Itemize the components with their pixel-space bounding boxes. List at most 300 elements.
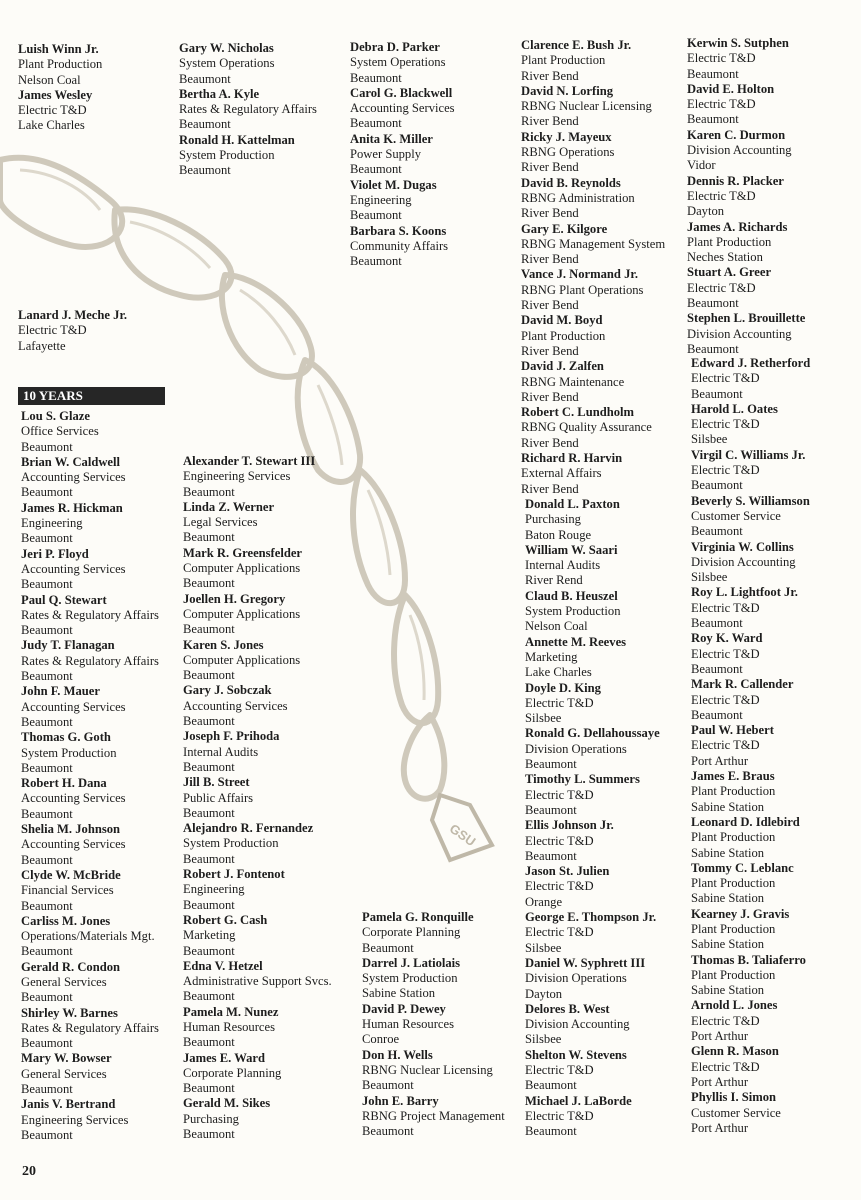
employee-location: Silsbee bbox=[525, 1032, 562, 1047]
employee-name: James R. Hickman bbox=[21, 500, 123, 515]
employee-department: Plant Production bbox=[691, 876, 776, 891]
employee-name: Brian W. Caldwell bbox=[21, 454, 121, 469]
employee-department: Electric T&D bbox=[687, 97, 756, 112]
employee-entry bbox=[691, 998, 810, 1044]
employee-entry bbox=[21, 730, 159, 776]
employee-entry bbox=[687, 82, 805, 128]
employee-entry bbox=[183, 959, 332, 1005]
employee-location: Beaumont bbox=[183, 805, 235, 820]
employee-name: Robert J. Fontenot bbox=[183, 867, 285, 882]
employee-department: Division Accounting bbox=[691, 554, 796, 569]
employee-entry bbox=[21, 776, 159, 822]
employee-name: David M. Boyd bbox=[521, 313, 603, 328]
employee-name: James E. Braus bbox=[691, 769, 775, 784]
employee-department: Electric T&D bbox=[691, 371, 760, 386]
employee-name: Ronald H. Kattelman bbox=[179, 132, 295, 147]
employee-entry bbox=[687, 311, 805, 357]
employee-entry bbox=[691, 723, 810, 769]
employee-entry bbox=[183, 1051, 332, 1097]
bracelet-link-inner bbox=[240, 290, 295, 355]
employee-name: Kearney J. Gravis bbox=[691, 906, 790, 921]
employee-department: Accounting Services bbox=[183, 698, 288, 713]
employee-department: Division Operations bbox=[525, 741, 627, 756]
employee-entry bbox=[350, 224, 455, 270]
employee-department: Operations/Materials Mgt. bbox=[21, 929, 155, 944]
employee-entry bbox=[525, 956, 660, 1002]
employee-entry bbox=[691, 585, 810, 631]
employee-entry bbox=[691, 1090, 810, 1136]
employee-entry bbox=[525, 818, 660, 864]
employee-department: Public Affairs bbox=[183, 790, 254, 805]
employee-entry bbox=[687, 265, 805, 311]
column-2-bottom bbox=[183, 454, 332, 1142]
employee-name: William W. Saari bbox=[525, 542, 618, 557]
employee-department: Accounting Services bbox=[21, 699, 126, 714]
employee-entry bbox=[525, 1048, 660, 1094]
employee-name: Jeri P. Floyd bbox=[21, 546, 89, 561]
employee-entry bbox=[362, 910, 505, 956]
employee-entry bbox=[362, 1094, 505, 1140]
employee-department: RBNG Nuclear Licensing bbox=[362, 1062, 493, 1077]
employee-name: Robert G. Cash bbox=[183, 912, 268, 927]
employee-entry bbox=[525, 1094, 660, 1140]
employee-name: Roy K. Ward bbox=[691, 631, 763, 646]
employee-location: Sabine Station bbox=[362, 986, 436, 1001]
employee-entry bbox=[687, 220, 805, 266]
employee-entry bbox=[691, 448, 810, 494]
employee-location: Beaumont bbox=[183, 943, 235, 958]
employee-location: Beaumont bbox=[525, 848, 577, 863]
employee-location: Beaumont bbox=[350, 254, 402, 269]
column-1-10-years bbox=[21, 409, 159, 1143]
employee-location: Beaumont bbox=[21, 623, 73, 638]
employee-location: Beaumont bbox=[183, 759, 235, 774]
employee-department: Internal Audits bbox=[525, 558, 601, 573]
employee-location: Port Arthur bbox=[691, 1074, 749, 1089]
employee-entry bbox=[691, 677, 810, 723]
employee-entry bbox=[521, 84, 665, 130]
employee-department: Plant Production bbox=[687, 234, 772, 249]
employee-location: Beaumont bbox=[21, 944, 73, 959]
employee-entry bbox=[691, 815, 810, 861]
employee-name: Pamela G. Ronquille bbox=[362, 910, 474, 924]
employee-department: Electric T&D bbox=[691, 600, 760, 615]
employee-entry bbox=[183, 500, 332, 546]
employee-name: Daniel W. Syphrett III bbox=[525, 955, 646, 970]
employee-entry bbox=[525, 589, 660, 635]
employee-name: David E. Holton bbox=[687, 81, 775, 96]
employee-location: Baton Rouge bbox=[525, 527, 592, 542]
employee-department: Electric T&D bbox=[525, 833, 594, 848]
employee-entry bbox=[521, 222, 665, 268]
column-5-bottom bbox=[691, 356, 810, 1136]
employee-department: Purchasing bbox=[525, 512, 581, 527]
employee-entry bbox=[21, 409, 159, 455]
employee-department: System Production bbox=[525, 604, 621, 619]
employee-department: Electric T&D bbox=[525, 1062, 594, 1077]
employee-entry bbox=[350, 40, 455, 86]
employee-entry bbox=[183, 1005, 332, 1051]
employee-entry bbox=[525, 681, 660, 727]
employee-entry bbox=[521, 405, 665, 451]
section-header-10-years: 10 YEARS bbox=[18, 387, 165, 405]
employee-location: Orange bbox=[525, 894, 563, 909]
employee-entry bbox=[691, 861, 810, 907]
employee-location: Sabine Station bbox=[691, 937, 765, 952]
employee-name: John E. Barry bbox=[362, 1093, 439, 1108]
employee-name: David P. Dewey bbox=[362, 1001, 446, 1016]
column-3-top bbox=[350, 40, 455, 269]
employee-location: Nelson Coal bbox=[525, 619, 588, 634]
employee-entry bbox=[362, 1002, 505, 1048]
employee-name: John F. Mauer bbox=[21, 684, 100, 699]
bracelet-link-inner bbox=[130, 222, 210, 268]
employee-entry bbox=[691, 356, 810, 402]
charm-label: GSU bbox=[446, 820, 479, 850]
employee-department: Engineering bbox=[183, 882, 245, 897]
employee-name: Barbara S. Koons bbox=[350, 223, 447, 238]
employee-location: Beaumont bbox=[525, 757, 577, 772]
employee-entry bbox=[18, 42, 102, 88]
employee-department: Electric T&D bbox=[691, 417, 760, 432]
employee-location: Beaumont bbox=[183, 530, 235, 545]
employee-entry bbox=[691, 769, 810, 815]
employee-entry bbox=[183, 913, 332, 959]
employee-department: Purchasing bbox=[183, 1111, 239, 1126]
employee-department: Human Resources bbox=[183, 1019, 275, 1034]
employee-department: System Production bbox=[21, 745, 117, 760]
employee-department: External Affairs bbox=[521, 466, 602, 481]
employee-department: Accounting Services bbox=[21, 791, 126, 806]
employee-department: RBNG Project Management bbox=[362, 1108, 505, 1123]
employee-location: Beaumont bbox=[21, 1036, 73, 1051]
employee-location: Sabine Station bbox=[691, 845, 765, 860]
employee-entry bbox=[521, 451, 665, 497]
employee-location: Nelson Coal bbox=[18, 72, 81, 87]
employee-name: Clyde W. McBride bbox=[21, 867, 121, 882]
employee-department: Electric T&D bbox=[691, 1059, 760, 1074]
employee-entry bbox=[687, 174, 805, 220]
employee-entry bbox=[21, 1006, 159, 1052]
employee-department: System Operations bbox=[350, 55, 446, 70]
column-3-bottom bbox=[362, 910, 505, 1139]
employee-department: Customer Service bbox=[691, 508, 781, 523]
employee-department: Power Supply bbox=[350, 147, 422, 162]
employee-department: Electric T&D bbox=[687, 188, 756, 203]
column-1-middle bbox=[18, 308, 127, 354]
employee-location: Lafayette bbox=[18, 338, 66, 353]
employee-department: Marketing bbox=[183, 928, 236, 943]
employee-location: Port Arthur bbox=[691, 1029, 749, 1044]
employee-entry bbox=[691, 540, 810, 586]
employee-name: Lou S. Glaze bbox=[21, 409, 90, 423]
employee-entry bbox=[21, 822, 159, 868]
employee-entry bbox=[525, 497, 660, 543]
employee-location: Dayton bbox=[687, 204, 725, 219]
employee-location: Beaumont bbox=[350, 116, 402, 131]
employee-location: Beaumont bbox=[21, 1127, 73, 1142]
employee-name: Virgil C. Williams Jr. bbox=[691, 447, 806, 462]
employee-name: Roy L. Lightfoot Jr. bbox=[691, 585, 798, 600]
employee-name: Ricky J. Mayeux bbox=[521, 129, 612, 144]
employee-name: Pamela M. Nunez bbox=[183, 1004, 279, 1019]
employee-location: Beaumont bbox=[183, 714, 235, 729]
employee-name: Gary W. Nicholas bbox=[179, 41, 274, 55]
employee-department: Accounting Services bbox=[350, 101, 455, 116]
employee-name: Tommy C. Leblanc bbox=[691, 860, 794, 875]
employee-location: Beaumont bbox=[21, 531, 73, 546]
employee-name: Gary J. Sobczak bbox=[183, 683, 272, 698]
employee-name: Luish Winn Jr. bbox=[18, 42, 99, 56]
employee-name: Stephen L. Brouillette bbox=[687, 311, 806, 326]
employee-department: Computer Applications bbox=[183, 606, 301, 621]
employee-name: Paul Q. Stewart bbox=[21, 592, 107, 607]
employee-entry bbox=[521, 359, 665, 405]
employee-name: Joellen H. Gregory bbox=[183, 591, 286, 606]
employee-name: Virginia W. Collins bbox=[691, 539, 794, 554]
employee-name: Robert H. Dana bbox=[21, 776, 107, 791]
employee-name: Harold L. Oates bbox=[691, 401, 778, 416]
employee-department: Plant Production bbox=[691, 830, 776, 845]
column-5 bbox=[687, 36, 805, 357]
employee-name: Mark R. Callender bbox=[691, 677, 794, 692]
employee-location: River Bend bbox=[521, 481, 579, 496]
employee-location: Beaumont bbox=[362, 1078, 414, 1093]
employee-department: Financial Services bbox=[21, 883, 114, 898]
employee-location: Beaumont bbox=[183, 1035, 235, 1050]
employee-location: Beaumont bbox=[21, 990, 73, 1005]
employee-location: Beaumont bbox=[183, 851, 235, 866]
employee-location: Beaumont bbox=[362, 1124, 414, 1139]
employee-location: Beaumont bbox=[21, 439, 73, 454]
employee-name: Paul W. Hebert bbox=[691, 723, 774, 738]
employee-location: River Bend bbox=[521, 160, 579, 175]
employee-name: Michael J. LaBorde bbox=[525, 1093, 632, 1108]
employee-entry bbox=[350, 132, 455, 178]
employee-location: River Bend bbox=[521, 114, 579, 129]
employee-location: Beaumont bbox=[691, 386, 743, 401]
employee-department: Electric T&D bbox=[691, 692, 760, 707]
employee-name: Kerwin S. Sutphen bbox=[687, 36, 789, 50]
employee-location: Vidor bbox=[687, 158, 716, 173]
employee-name: Anita K. Miller bbox=[350, 131, 433, 146]
employee-location: River Bend bbox=[521, 252, 579, 267]
employee-name: Beverly S. Williamson bbox=[691, 493, 810, 508]
employee-entry bbox=[687, 36, 805, 82]
employee-name: Stuart A. Greer bbox=[687, 265, 772, 280]
employee-location: Beaumont bbox=[525, 1078, 577, 1093]
employee-entry bbox=[362, 956, 505, 1002]
employee-location: River Bend bbox=[521, 206, 579, 221]
employee-department: Plant Production bbox=[691, 967, 776, 982]
employee-department: Engineering bbox=[350, 192, 412, 207]
employee-entry bbox=[21, 868, 159, 914]
employee-entry bbox=[21, 1051, 159, 1097]
employee-department: Electric T&D bbox=[525, 1108, 594, 1123]
employee-location: Port Arthur bbox=[691, 1120, 749, 1135]
employee-name: David B. Reynolds bbox=[521, 175, 621, 190]
employee-entry bbox=[18, 308, 127, 354]
employee-department: Electric T&D bbox=[691, 463, 760, 478]
employee-location: Beaumont bbox=[183, 897, 235, 912]
employee-location: Beaumont bbox=[687, 66, 739, 81]
employee-department: Rates & Regulatory Affairs bbox=[179, 102, 317, 117]
column-4-bottom bbox=[525, 497, 660, 1139]
employee-department: Accounting Services bbox=[21, 470, 126, 485]
employee-name: George E. Thompson Jr. bbox=[525, 910, 657, 925]
employee-department: RBNG Quality Assurance bbox=[521, 420, 652, 435]
employee-location: Beaumont bbox=[183, 576, 235, 591]
employee-department: Rates & Regulatory Affairs bbox=[21, 1020, 159, 1035]
employee-department: Electric T&D bbox=[525, 695, 594, 710]
employee-location: Beaumont bbox=[21, 714, 73, 729]
employee-department: Engineering Services bbox=[21, 1112, 129, 1127]
employee-department: RBNG Nuclear Licensing bbox=[521, 99, 652, 114]
employee-location: Beaumont bbox=[183, 1127, 235, 1142]
employee-department: System Production bbox=[179, 148, 275, 163]
employee-location: Conroe bbox=[362, 1032, 400, 1047]
employee-name: Vance J. Normand Jr. bbox=[521, 267, 638, 282]
employee-location: Port Arthur bbox=[691, 753, 749, 768]
employee-entry bbox=[691, 494, 810, 540]
employee-entry bbox=[183, 683, 332, 729]
employee-department: Office Services bbox=[21, 424, 99, 439]
employee-entry bbox=[525, 543, 660, 589]
employee-name: James A. Richards bbox=[687, 219, 788, 234]
employee-name: Jill B. Street bbox=[183, 775, 250, 790]
employee-location: Silsbee bbox=[691, 570, 728, 585]
employee-name: Thomas B. Taliaferro bbox=[691, 952, 806, 967]
employee-location: Beaumont bbox=[691, 524, 743, 539]
page-number: 20 bbox=[22, 1164, 36, 1179]
employee-name: Violet M. Dugas bbox=[350, 177, 437, 192]
employee-entry bbox=[21, 960, 159, 1006]
employee-entry bbox=[521, 313, 665, 359]
employee-entry bbox=[179, 41, 317, 87]
bracelet-link bbox=[0, 158, 122, 247]
employee-name: Edward J. Retherford bbox=[691, 356, 811, 370]
employee-entry bbox=[21, 914, 159, 960]
employee-location: Beaumont bbox=[183, 989, 235, 1004]
employee-entry bbox=[183, 546, 332, 592]
employee-location: Beaumont bbox=[525, 1124, 577, 1139]
employee-name: Thomas G. Goth bbox=[21, 730, 111, 745]
employee-name: Claud B. Heuszel bbox=[525, 588, 618, 603]
employee-name: Shelia M. Johnson bbox=[21, 822, 121, 837]
employee-department: Division Accounting bbox=[525, 1017, 630, 1032]
employee-department: Engineering Services bbox=[183, 469, 291, 484]
employee-department: Engineering bbox=[21, 516, 83, 531]
employee-name: Gerald M. Sikes bbox=[183, 1096, 271, 1111]
employee-department: Electric T&D bbox=[18, 323, 87, 338]
employee-entry bbox=[21, 593, 159, 639]
employee-name: Carol G. Blackwell bbox=[350, 85, 453, 100]
employee-name: James E. Ward bbox=[183, 1050, 265, 1065]
employee-location: Beaumont bbox=[691, 707, 743, 722]
employee-department: Electric T&D bbox=[687, 280, 756, 295]
employee-department: Corporate Planning bbox=[362, 925, 461, 940]
employee-location: Silsbee bbox=[691, 432, 728, 447]
employee-name: Don H. Wells bbox=[362, 1047, 433, 1062]
employee-department: Plant Production bbox=[691, 921, 776, 936]
employee-department: Electric T&D bbox=[525, 925, 594, 940]
employee-entry bbox=[183, 1096, 332, 1142]
employee-name: Joseph F. Prihoda bbox=[183, 729, 280, 744]
employee-name: Dennis R. Placker bbox=[687, 173, 784, 188]
employee-name: Alejandro R. Fernandez bbox=[183, 821, 314, 836]
employee-name: Alexander T. Stewart III bbox=[183, 454, 316, 468]
employee-location: Beaumont bbox=[691, 661, 743, 676]
employee-name: Bertha A. Kyle bbox=[179, 86, 260, 101]
employee-entry bbox=[521, 176, 665, 222]
employee-name: Donald L. Paxton bbox=[525, 497, 620, 511]
employee-name: Delores B. West bbox=[525, 1001, 610, 1016]
employee-location: Beaumont bbox=[183, 668, 235, 683]
employee-name: Shirley W. Barnes bbox=[21, 1005, 118, 1020]
employee-name: Jason St. Julien bbox=[525, 864, 610, 879]
employee-department: Customer Service bbox=[691, 1105, 781, 1120]
employee-entry bbox=[525, 864, 660, 910]
employee-department: RBNG Operations bbox=[521, 145, 615, 160]
employee-location: River Bend bbox=[521, 298, 579, 313]
employee-location: Beaumont bbox=[183, 622, 235, 637]
employee-name: Linda Z. Werner bbox=[183, 499, 275, 514]
employee-location: Beaumont bbox=[691, 478, 743, 493]
employee-department: Computer Applications bbox=[183, 561, 301, 576]
employee-name: James Wesley bbox=[18, 87, 93, 102]
employee-entry bbox=[183, 867, 332, 913]
employee-name: Ellis Johnson Jr. bbox=[525, 818, 614, 833]
employee-department: Electric T&D bbox=[525, 787, 594, 802]
employee-entry bbox=[183, 454, 332, 500]
employee-location: Silsbee bbox=[525, 711, 562, 726]
employee-location: Beaumont bbox=[183, 484, 235, 499]
employee-location: Beaumont bbox=[179, 71, 231, 86]
employee-name: Robert C. Lundholm bbox=[521, 405, 635, 420]
employee-entry bbox=[350, 86, 455, 132]
employee-entry bbox=[525, 635, 660, 681]
employee-name: Gerald R. Condon bbox=[21, 959, 121, 974]
employee-department: Legal Services bbox=[183, 515, 258, 530]
employee-name: Arnold L. Jones bbox=[691, 998, 778, 1013]
employee-entry bbox=[21, 1097, 159, 1143]
employee-department: Plant Production bbox=[521, 53, 606, 68]
bracelet-link bbox=[394, 595, 438, 723]
employee-department: General Services bbox=[21, 1066, 107, 1081]
employee-department: Internal Audits bbox=[183, 744, 259, 759]
employee-department: Electric T&D bbox=[687, 51, 756, 66]
employee-name: Debra D. Parker bbox=[350, 40, 440, 54]
employee-name: Edna V. Hetzel bbox=[183, 958, 263, 973]
employee-location: Beaumont bbox=[350, 162, 402, 177]
employee-location: Beaumont bbox=[21, 852, 73, 867]
employee-entry bbox=[183, 775, 332, 821]
employee-department: Accounting Services bbox=[21, 837, 126, 852]
employee-entry bbox=[687, 128, 805, 174]
employee-location: Beaumont bbox=[525, 802, 577, 817]
employee-name: Judy T. Flanagan bbox=[21, 638, 115, 653]
employee-name: Darrel J. Latiolais bbox=[362, 955, 461, 970]
employee-department: RBNG Administration bbox=[521, 190, 635, 205]
employee-entry bbox=[183, 729, 332, 775]
employee-department: Corporate Planning bbox=[183, 1065, 282, 1080]
employee-name: Ronald G. Dellahoussaye bbox=[525, 726, 660, 741]
employee-department: General Services bbox=[21, 974, 107, 989]
employee-location: River Bend bbox=[521, 68, 579, 83]
employee-entry bbox=[521, 38, 665, 84]
column-4 bbox=[521, 38, 665, 497]
employee-department: Computer Applications bbox=[183, 652, 301, 667]
